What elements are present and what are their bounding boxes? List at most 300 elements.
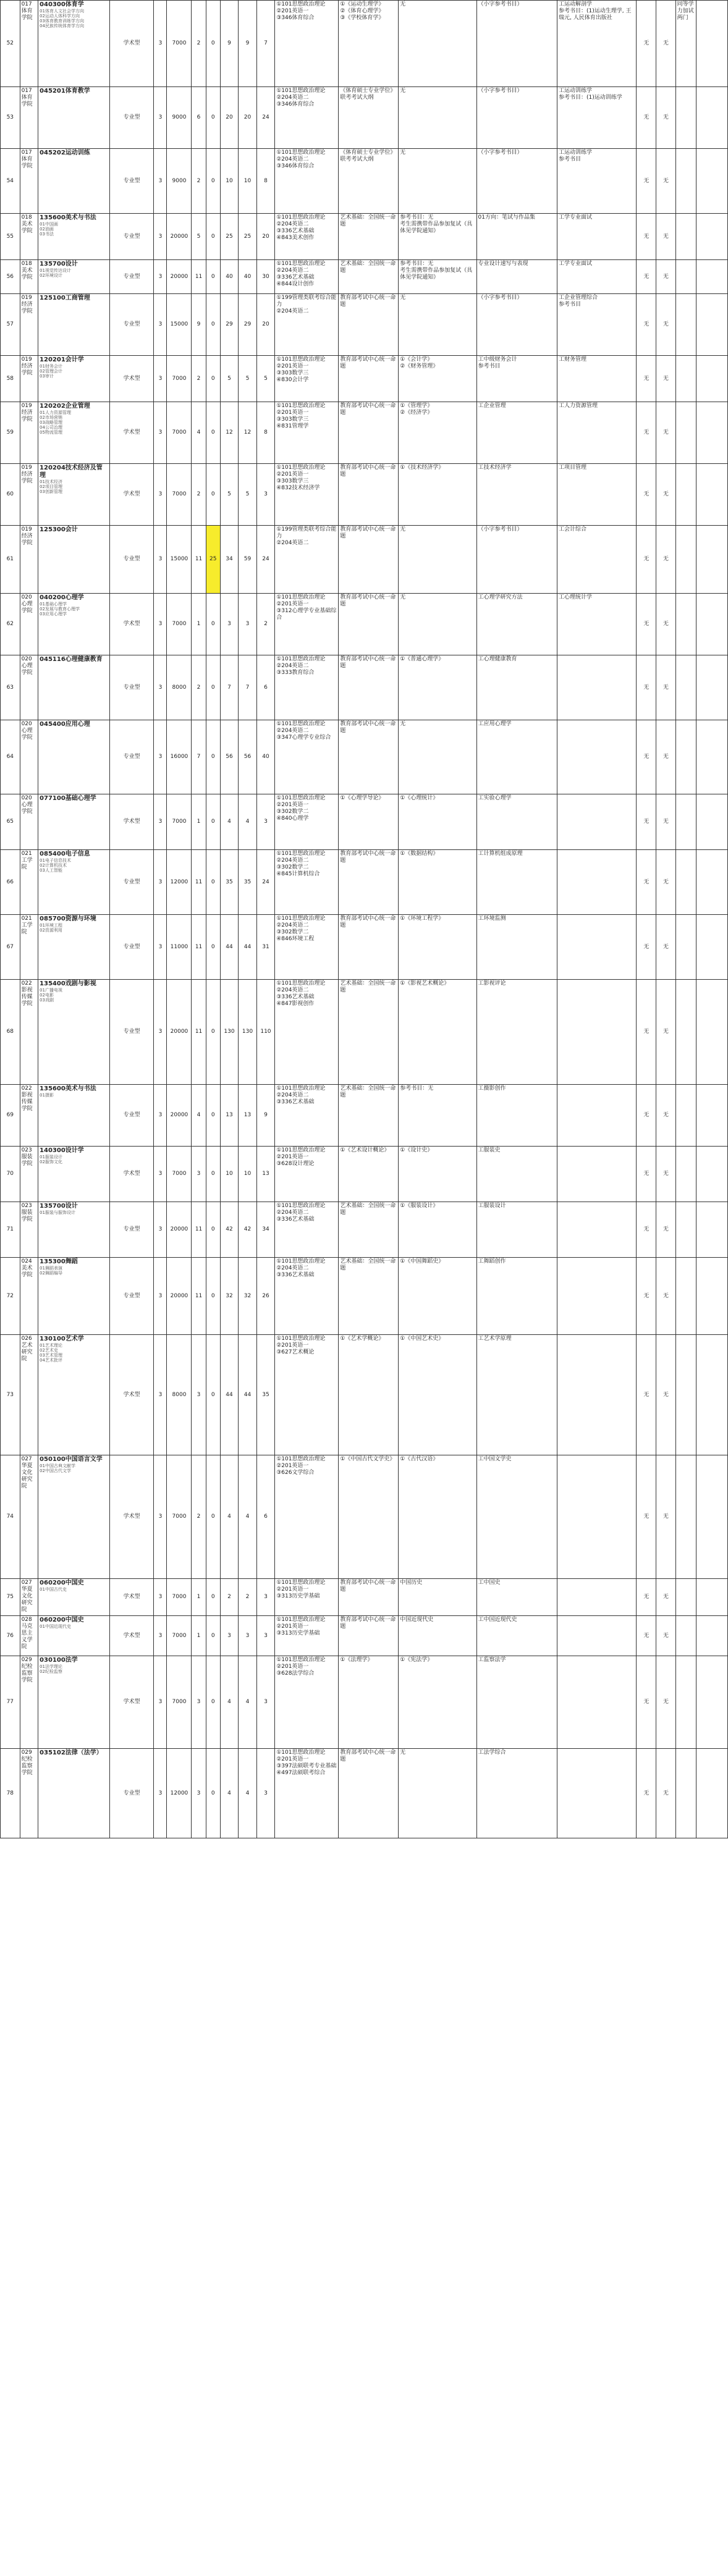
tuition-cell-text: 20000 [170,233,188,240]
quota-b-cell-text: 0 [211,754,215,760]
reference-1-cell [399,720,476,794]
quota-c-cell-text: 3 [227,1632,231,1639]
quota-b-cell [206,1258,220,1335]
major-cell-text: 120204技术经济及管理 [40,465,103,479]
quota-e-cell [256,1749,274,1838]
quota-b-cell [206,1335,220,1455]
exam-books-cell [339,1749,399,1838]
reference-1-cell-text: ①《中国舞蹈史》 [400,1258,444,1265]
row-number-cell [1,1616,20,1656]
major-direction-list: 01中国画 02油画 03书法 [40,222,58,237]
note-2-cell [656,850,676,915]
exam-books-cell-text: 教育部考试中心统一命题 [340,594,396,607]
note-2-cell-text: 无 [662,943,669,950]
reference-1-cell [399,526,476,594]
tuition-cell [167,850,192,915]
row-number-cell-text: 61 [6,556,14,562]
note-2-cell-text: 无 [662,621,669,627]
note-2-cell [656,980,676,1085]
quota-a-cell-text: 11 [195,556,203,562]
quota-a-cell-text: 1 [197,819,201,825]
degree-type-cell [109,1085,154,1147]
study-years-cell-text: 3 [158,40,163,46]
study-years-cell [154,915,167,980]
exam-subjects-cell [275,356,339,402]
quota-e-cell [256,594,274,655]
quota-d-cell-text: 44 [243,943,252,950]
note-3-cell [675,214,696,260]
exam-subjects-cell-text: ①101思想政治理论 ②201英语一 ③397法硕联考专业基础 ④497法硕联考综合 [276,1749,337,1776]
note-1-cell [637,1258,656,1335]
exam-subjects-cell-text: ①101思想政治理论 ②204英语二 ③346体育综合 [276,149,326,169]
quota-a-cell [192,1656,206,1749]
row-number-cell-text: 72 [6,1292,14,1299]
extra-note-cell [696,980,728,1085]
exam-books-cell-text: 《体育硕士专业学位》联考考试大纲 [340,149,396,162]
quota-e-cell-text: 7 [264,40,268,46]
note-1-cell-text: 无 [643,375,650,382]
quota-d-cell [239,1147,256,1202]
row-number-cell-text: 54 [6,177,14,184]
quota-e-cell-text: 40 [262,754,269,760]
reference-2-cell-text: 工法学综合 [478,1749,506,1756]
degree-type-cell-text: 学术型 [123,1594,140,1600]
exam-books-cell [339,1335,399,1455]
tuition-cell-text: 20000 [170,273,188,280]
reference-2-cell [476,1147,557,1202]
reference-2-cell [476,1258,557,1335]
tuition-cell-text: 9000 [172,177,187,184]
exam-subjects-cell [275,1579,339,1616]
quota-e-cell-text: 3 [264,1790,268,1796]
major-direction-list: 01中国近现代史 [40,1624,71,1629]
department-cell-text: 020 心理学院 [21,721,33,741]
study-years-cell-text: 3 [158,177,163,184]
row-number-cell-text: 65 [6,819,14,825]
quota-e-cell [256,1202,274,1258]
major-cell-text: 120201会计学 [40,356,84,363]
reference-3-cell-text: 工企业管理综合 参考书目 [559,295,598,308]
exam-subjects-cell-text: ①101思想政治理论 ②201英语一 ③313历史学基础 [276,1580,326,1599]
row-number-cell-text: 67 [6,943,14,950]
major-cell [38,1258,110,1335]
quota-d-cell-text: 4 [245,1790,250,1796]
major-cell-text: 125100工商管理 [40,295,90,301]
note-2-cell-text: 无 [662,1226,669,1232]
row-number-cell [1,294,20,356]
note-3-cell [675,294,696,356]
quota-c-cell [220,402,238,464]
exam-subjects-cell-text: ①101思想政治理论 ②201英语一 ③628法学综合 [276,1657,326,1677]
quota-e-cell-text: 8 [264,429,268,436]
study-years-cell-text: 3 [158,1513,163,1520]
study-years-cell-text: 3 [158,1029,163,1035]
major-cell [38,655,110,720]
quota-a-cell [192,915,206,980]
quota-c-cell-text: 10 [226,177,233,184]
major-cell-text: 135700设计 [40,261,78,267]
extra-note-cell [696,526,728,594]
major-direction-list: 01体育人文社会学方向 02运动人体科学方向 03体育教育训练学方向 04民族传统体育学方向 [40,9,84,28]
row-number-cell [1,464,20,526]
reference-2-cell-text: （小字参考书目） [478,149,523,156]
study-years-cell-text: 3 [158,273,163,280]
row-number-cell-text: 53 [6,114,14,120]
quota-a-cell-text: 2 [197,491,201,497]
reference-1-cell-text: ①《心理统计》 [400,795,439,801]
study-years-cell-text: 3 [158,621,163,627]
quota-b-cell-text: 0 [211,1594,215,1600]
quota-a-cell [192,1202,206,1258]
quota-a-cell-text: 2 [197,1513,201,1520]
row-number-cell [1,402,20,464]
extra-note-cell [696,1202,728,1258]
row-number-cell [1,214,20,260]
row-number-cell [1,720,20,794]
exam-books-cell [339,915,399,980]
degree-type-cell [109,1579,154,1616]
department-cell [20,1085,38,1147]
reference-1-cell-text: ①《宪法学》 [400,1657,433,1663]
study-years-cell [154,260,167,294]
degree-type-cell-text: 学术型 [123,40,140,46]
table-row [1,464,728,526]
quota-d-cell-text: 56 [243,754,252,760]
reference-1-cell-text: ①《服装设计》 [400,1203,439,1209]
department-cell-text: 027 华夏文化研究院 [21,1580,33,1613]
extra-note-cell [696,594,728,655]
quota-b-cell-text: 0 [211,177,215,184]
quota-d-cell [239,1085,256,1147]
department-cell [20,1258,38,1335]
quota-d-cell [239,1579,256,1616]
quota-e-cell-text: 26 [262,1292,269,1299]
quota-c-cell-text: 40 [226,273,233,280]
reference-2-cell [476,1455,557,1579]
quota-c-cell-text: 56 [226,754,233,760]
note-2-cell [656,1147,676,1202]
exam-books-cell-text: 艺术基础：全国统一命题 [340,1203,396,1216]
degree-type-cell-text: 专业型 [123,233,140,240]
exam-books-cell-text: ①《艺术设计概论》 [340,1147,390,1153]
quota-e-cell-text: 6 [264,1513,268,1520]
exam-subjects-cell [275,294,339,356]
department-cell [20,1656,38,1749]
study-years-cell-text: 3 [158,754,163,760]
reference-3-cell [557,260,637,294]
major-cell-text: 045201体育教学 [40,88,90,95]
study-years-cell-text: 3 [158,375,163,382]
note-2-cell [656,1579,676,1616]
study-years-cell [154,402,167,464]
quota-c-cell-text: 4 [227,1699,231,1705]
reference-1-cell [399,980,476,1085]
note-3-cell [675,1258,696,1335]
note-1-cell [637,464,656,526]
reference-2-cell [476,655,557,720]
tuition-cell [167,402,192,464]
quota-e-cell [256,294,274,356]
tuition-cell [167,594,192,655]
exam-subjects-cell [275,1147,339,1202]
quota-c-cell [220,1616,238,1656]
quota-e-cell [256,214,274,260]
note-1-cell [637,980,656,1085]
reference-3-cell [557,1335,637,1455]
row-number-cell-text: 60 [6,491,14,497]
table-row [1,87,728,149]
quota-a-cell-text: 11 [195,1226,203,1232]
tuition-cell [167,1258,192,1335]
tuition-cell-text: 9000 [172,114,187,120]
reference-1-cell [399,356,476,402]
major-cell-text: 135400戏剧与影视 [40,980,96,987]
exam-subjects-cell-text: ①199管理类联考综合能力 ②204英语二 [276,526,337,546]
quota-c-cell [220,214,238,260]
exam-books-cell-text: 艺术基础：全国统一命题 [340,980,396,993]
reference-3-cell [557,915,637,980]
tuition-cell-text: 7000 [172,819,187,825]
note-2-cell-text: 无 [662,233,669,240]
exam-books-cell-text: ①《法理学》 [340,1657,373,1663]
quota-e-cell-text: 31 [262,943,269,950]
degree-type-cell-text: 专业型 [123,684,140,691]
tuition-cell [167,214,192,260]
note-1-cell [637,1579,656,1616]
exam-subjects-cell-text: ①101思想政治理论 ②204英语二 ③336艺术基础 [276,1203,326,1223]
quota-d-cell [239,402,256,464]
reference-3-cell [557,1455,637,1579]
major-direction-list: 01视觉传达设计 02环境设计 [40,268,71,278]
quota-e-cell-text: 9 [264,1112,268,1118]
reference-2-cell-text: 工企业管理 [478,403,506,409]
quota-d-cell-text: 59 [243,556,252,562]
major-cell-text: 045116心理健康教育 [40,656,103,663]
note-2-cell [656,655,676,720]
exam-subjects-cell [275,1335,339,1455]
quota-b-cell [206,1616,220,1656]
row-number-cell [1,1085,20,1147]
table-row [1,1335,728,1455]
quota-b-cell [206,1085,220,1147]
department-cell [20,1616,38,1656]
note-2-cell [656,1455,676,1579]
quota-e-cell [256,1085,274,1147]
quota-d-cell [239,1258,256,1335]
note-1-cell [637,850,656,915]
note-2-cell [656,294,676,356]
degree-type-cell [109,356,154,402]
quota-c-cell [220,1085,238,1147]
exam-books-cell-text: 教育部考试中心统一命题 [340,851,396,864]
reference-3-cell [557,1258,637,1335]
quota-b-cell-text: 0 [211,1029,215,1035]
tuition-cell [167,1202,192,1258]
quota-b-cell [206,1202,220,1258]
quota-d-cell-text: 4 [245,819,250,825]
quota-d-cell [239,464,256,526]
major-direction-list: 01舞蹈表演 02舞蹈编导 [40,1266,62,1276]
department-cell-text: 018 美术学院 [21,214,33,234]
quota-b-cell [206,655,220,720]
quota-c-cell-text: 4 [227,1790,231,1796]
reference-1-cell [399,260,476,294]
quota-a-cell [192,402,206,464]
reference-2-cell [476,1085,557,1147]
note-2-cell-text: 无 [662,1171,669,1177]
quota-e-cell [256,1,274,87]
quota-b-cell [206,594,220,655]
tuition-cell-text: 8000 [172,1391,187,1398]
degree-type-cell-text: 专业型 [123,1029,140,1035]
degree-type-cell-text: 学术型 [123,429,140,436]
quota-d-cell [239,260,256,294]
reference-1-cell-text: ①《普通心理学》 [400,656,444,662]
degree-type-cell-text: 专业型 [123,177,140,184]
note-2-cell [656,794,676,850]
exam-books-cell-text: 教育部考试中心统一命题 [340,1617,396,1630]
department-cell-text: 020 心理学院 [21,795,33,815]
row-number-cell [1,655,20,720]
reference-2-cell [476,356,557,402]
quota-c-cell [220,1455,238,1579]
quota-d-cell-text: 5 [245,375,250,382]
note-1-cell-text: 无 [643,621,650,627]
quota-e-cell [256,980,274,1085]
department-cell [20,260,38,294]
quota-b-cell [206,1656,220,1749]
reference-2-cell [476,1335,557,1455]
quota-a-cell [192,1616,206,1656]
table-row [1,402,728,464]
degree-type-cell-text: 专业型 [123,273,140,280]
reference-3-cell [557,87,637,149]
quota-b-cell [206,149,220,214]
quota-b-cell [206,464,220,526]
reference-2-cell [476,594,557,655]
quota-c-cell-text: 44 [226,1391,233,1398]
quota-d-cell [239,149,256,214]
quota-e-cell [256,402,274,464]
major-cell-text: 060200中国史 [40,1580,84,1586]
major-cell [38,294,110,356]
major-cell-text: 130100艺术学 [40,1336,84,1342]
quota-e-cell [256,1579,274,1616]
table-row [1,1202,728,1258]
degree-type-cell [109,850,154,915]
reference-3-cell [557,594,637,655]
note-1-cell-text: 无 [643,1226,650,1232]
row-number-cell [1,1656,20,1749]
quota-e-cell [256,915,274,980]
reference-1-cell [399,794,476,850]
quota-c-cell [220,1,238,87]
note-1-cell [637,294,656,356]
note-1-cell-text: 无 [643,878,650,885]
exam-subjects-cell-text: ①199管理类联考综合能力 ②204英语二 [276,295,337,314]
note-2-cell [656,720,676,794]
quota-d-cell-text: 2 [245,1594,250,1600]
reference-2-cell [476,526,557,594]
quota-e-cell-text: 13 [262,1171,269,1177]
department-cell [20,526,38,594]
quota-b-cell-text: 0 [211,684,215,691]
note-1-cell [637,594,656,655]
exam-subjects-cell [275,526,339,594]
exam-books-cell [339,294,399,356]
reference-2-cell-text: 工中国近现代史 [478,1617,517,1623]
department-cell-text: 019 经济学院 [21,465,33,484]
quota-b-cell [206,720,220,794]
exam-books-cell [339,402,399,464]
exam-books-cell [339,1616,399,1656]
exam-subjects-cell [275,980,339,1085]
note-3-cell [675,1749,696,1838]
quota-b-cell-text: 0 [211,40,215,46]
extra-note-cell [696,214,728,260]
degree-type-cell-text: 学术型 [123,1171,140,1177]
study-years-cell [154,655,167,720]
quota-b-cell [206,850,220,915]
department-cell-text: 021 工学院 [21,851,33,870]
quota-e-cell-text: 3 [264,1594,268,1600]
quota-c-cell [220,594,238,655]
quota-c-cell [220,1656,238,1749]
department-cell [20,1579,38,1616]
row-number-cell-text: 70 [6,1171,14,1177]
study-years-cell-text: 3 [158,684,163,691]
note-3-cell [675,720,696,794]
major-cell-text: 135300舞蹈 [40,1258,78,1265]
quota-a-cell [192,356,206,402]
quota-b-cell [206,1,220,87]
note-2-cell-text: 无 [662,1112,669,1118]
extra-note-cell [696,1147,728,1202]
quota-d-cell-text: 32 [243,1292,252,1299]
quota-c-cell [220,1749,238,1838]
quota-d-cell [239,294,256,356]
exam-subjects-cell [275,1455,339,1579]
quota-e-cell [256,356,274,402]
quota-e-cell-text: 5 [264,375,268,382]
study-years-cell-text: 3 [158,1699,163,1705]
major-cell-text: 085400电子信息 [40,851,90,857]
department-cell-text: 017 体育学院 [21,149,33,169]
reference-2-cell-text: 工摄影创作 [478,1085,506,1092]
row-number-cell-text: 69 [6,1112,14,1118]
exam-books-cell [339,594,399,655]
degree-type-cell [109,1749,154,1838]
quota-c-cell [220,526,238,594]
quota-e-cell [256,1147,274,1202]
major-cell-text: 050100中国语言文学 [40,1456,103,1463]
reference-3-cell [557,1,637,87]
major-cell-text: 035102法律（法学） [40,1749,103,1756]
tuition-cell-text: 7000 [172,1171,187,1177]
reference-1-cell-text: 无 [400,1749,406,1756]
note-2-cell-text: 无 [662,819,669,825]
table-row [1,980,728,1085]
major-direction-list: 01中国古代史 [40,1587,67,1592]
quota-a-cell [192,294,206,356]
note-2-cell-text: 无 [662,556,669,562]
degree-type-cell-text: 专业型 [123,1292,140,1299]
tuition-cell [167,1147,192,1202]
quota-c-cell [220,464,238,526]
quota-b-cell-text: 0 [211,1171,215,1177]
exam-books-cell [339,1258,399,1335]
note-2-cell [656,260,676,294]
